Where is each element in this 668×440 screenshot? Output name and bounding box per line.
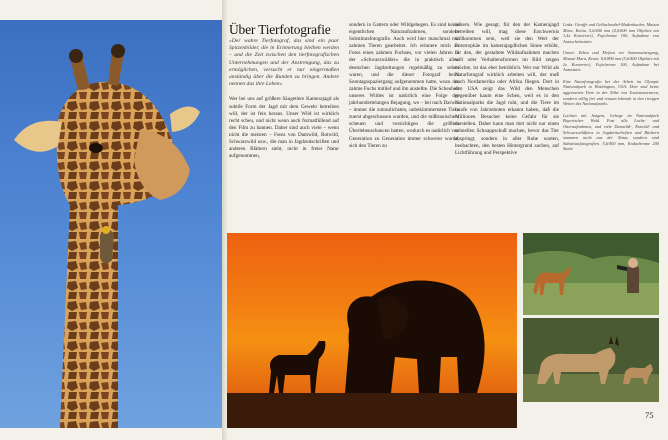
article-heading: Über Tierfotografie [229,22,331,37]
giraffe-photo [0,20,222,428]
page-number: 75 [645,410,654,420]
caption-giraffe: Links: Giraffe und Gelbschnabel-Madenhacker, Massai Mara, Kenia. 5,6/400 mm (4,0/600 mm Objektiv mit 1,4x Konverter), Fujichrome 100, Aufnahme von Autoscheinstativ. [563,22,659,44]
caption-photographer: Eine Naturfotografin bei der Arbeit im Olympic Nationalpark in Washington, USA. Dort sind keine aggressiven Tiere in der Nähe von Touristenzentren, sondern völlig frei und einsam lebende in den riesigen Weiten des Nationalparks. [563,78,659,107]
lead-quote: »Der wahre Tierfotograf, das sind ein paar Spitzenbilder, die in Erinnerung bleiben werden – und die Zeit zwischen den tierfotografischen Unternehmungen und der Anstrengung, das zu ermöglichen, versucht er nur eingermaßen anständig über die Runden zu bringen. Andere nennen das ihre Leben« [229,38,339,88]
caption-sunset: Unten: Zebra und Elefant vor Sonnenuntergang, Massai Mara, Kenia. 8,0/800 mm (5,6/400 Objektiv mit 2x Konverter), Fujichrome 100, Aufnahme bei Autostativ. [563,50,659,73]
lynx-photo [523,318,659,402]
photographer-photo [523,233,659,315]
body-paragraph-1: Wer bei uns auf größere Säugetiere Kamerajagd als subtile Form der Jagd mit dem Gewehr betreiben will, der ist fein heraus. Unser Wild ist wirklich recht scheu, und nicht wenn auch formatfüllend auf den Film zu bannen. Daher sind auch viele – wenn nicht die meisten – Fotos von Damwild, Rotwild, Schwarzwild usw., die man in Jagdzeitschriften und anderen Blättern sieht, nicht in freier Natur aufgenommen, [229,96,339,160]
body-paragraph-2: sondern in Gattern oder Wildgehegen. Es sind keine eigentlichen Naturaufnahmen, sondern Substitutsfotografie. Auch wird hier manchmal mit zahmen Tieren gearbeitet. Ich erinnere mich an Fotos eines zahmen Fuchses, vor vielen Jahren in der »Schwarzwälder« die in praktisch allen deutschen Jagdzeitungen regelmäßig zu sehen waren, und die dieser Fotograf beim Sonntagsspaziergang aufgenommen hatte, wozu der zahme Fuchs mitlief und ihn anstellte. Die Scheuheit unseres Wildes ist natürlich eine Folge der jahrhundertelangen Bejagung, wo – bei nach Darwin – immer die zutraulichsten, unbekümmertsten Tiere zuerst abgeschossen wurden, und die mißtrauischen, scheuen und vorsichtigen die größten Überlebenschancen hatten, wodurch es natürlich von Generation zu Generation immer schwerer wurde, sich den Tieren zu [349,22,459,149]
lynx-illustration [523,318,659,402]
caption-lynx: Luchsin mit Jungem, Gehege im Nationalpark Bayerischer Wald. Fast alle Luchs- und Otteraufnahmen, und viele Damwild-, Rotwild- und Schwarzwildfotos in Jagdzeitschriften und Büchern stammen nicht aus der Natur, sondern sind Substitutsfotografien. 5,6/400 mm, Kodachrome 200 Stativ. [563,112,659,152]
text-column-3 [455,22,559,162]
text-column-2 [349,22,459,155]
text-column-1 [229,38,339,165]
sunset-illustration [227,233,517,428]
body-paragraph-3: nähern. Wie gesagt, für den der Kamerajagd betreiben will, mag diese Erschwernis willkommen sein, weil sie den Wert der Fototrophäe im kamerajagdlichen Sinne erhöht, für den, der gestaltete Wildaufnahmen machen will oder Verhaltensformen im Bild zeigen möchte, ist das eher betrüblich. Wer nur Wild als Naturfotograf wirklich arbeiten will, der muß nach Nordamerika oder Afrika fliegen. Dort in den USA zeigt das Wild den Menschen gegenüber kaum eine Scheu, weil es in den Nationalparks die Jagd ruht, und die Tiere im Laufe von Jahrzehnten erkannt haben, daß die Millionen Besucher keine Gefahr für sie darstellen. Daher kann man dort nicht nur einen schnellen Schnappschuß machen, bevor das Tier abspringt, sondern in aller Ruhe warten, beobachten, den besten Hintergrund suchen, auf Lichtführung und Perspektive [455,22,559,156]
captions-column [563,22,659,158]
meadow-illustration [523,233,659,315]
giraffe-illustration [0,20,222,428]
elephant-sunset-photo [227,233,517,428]
